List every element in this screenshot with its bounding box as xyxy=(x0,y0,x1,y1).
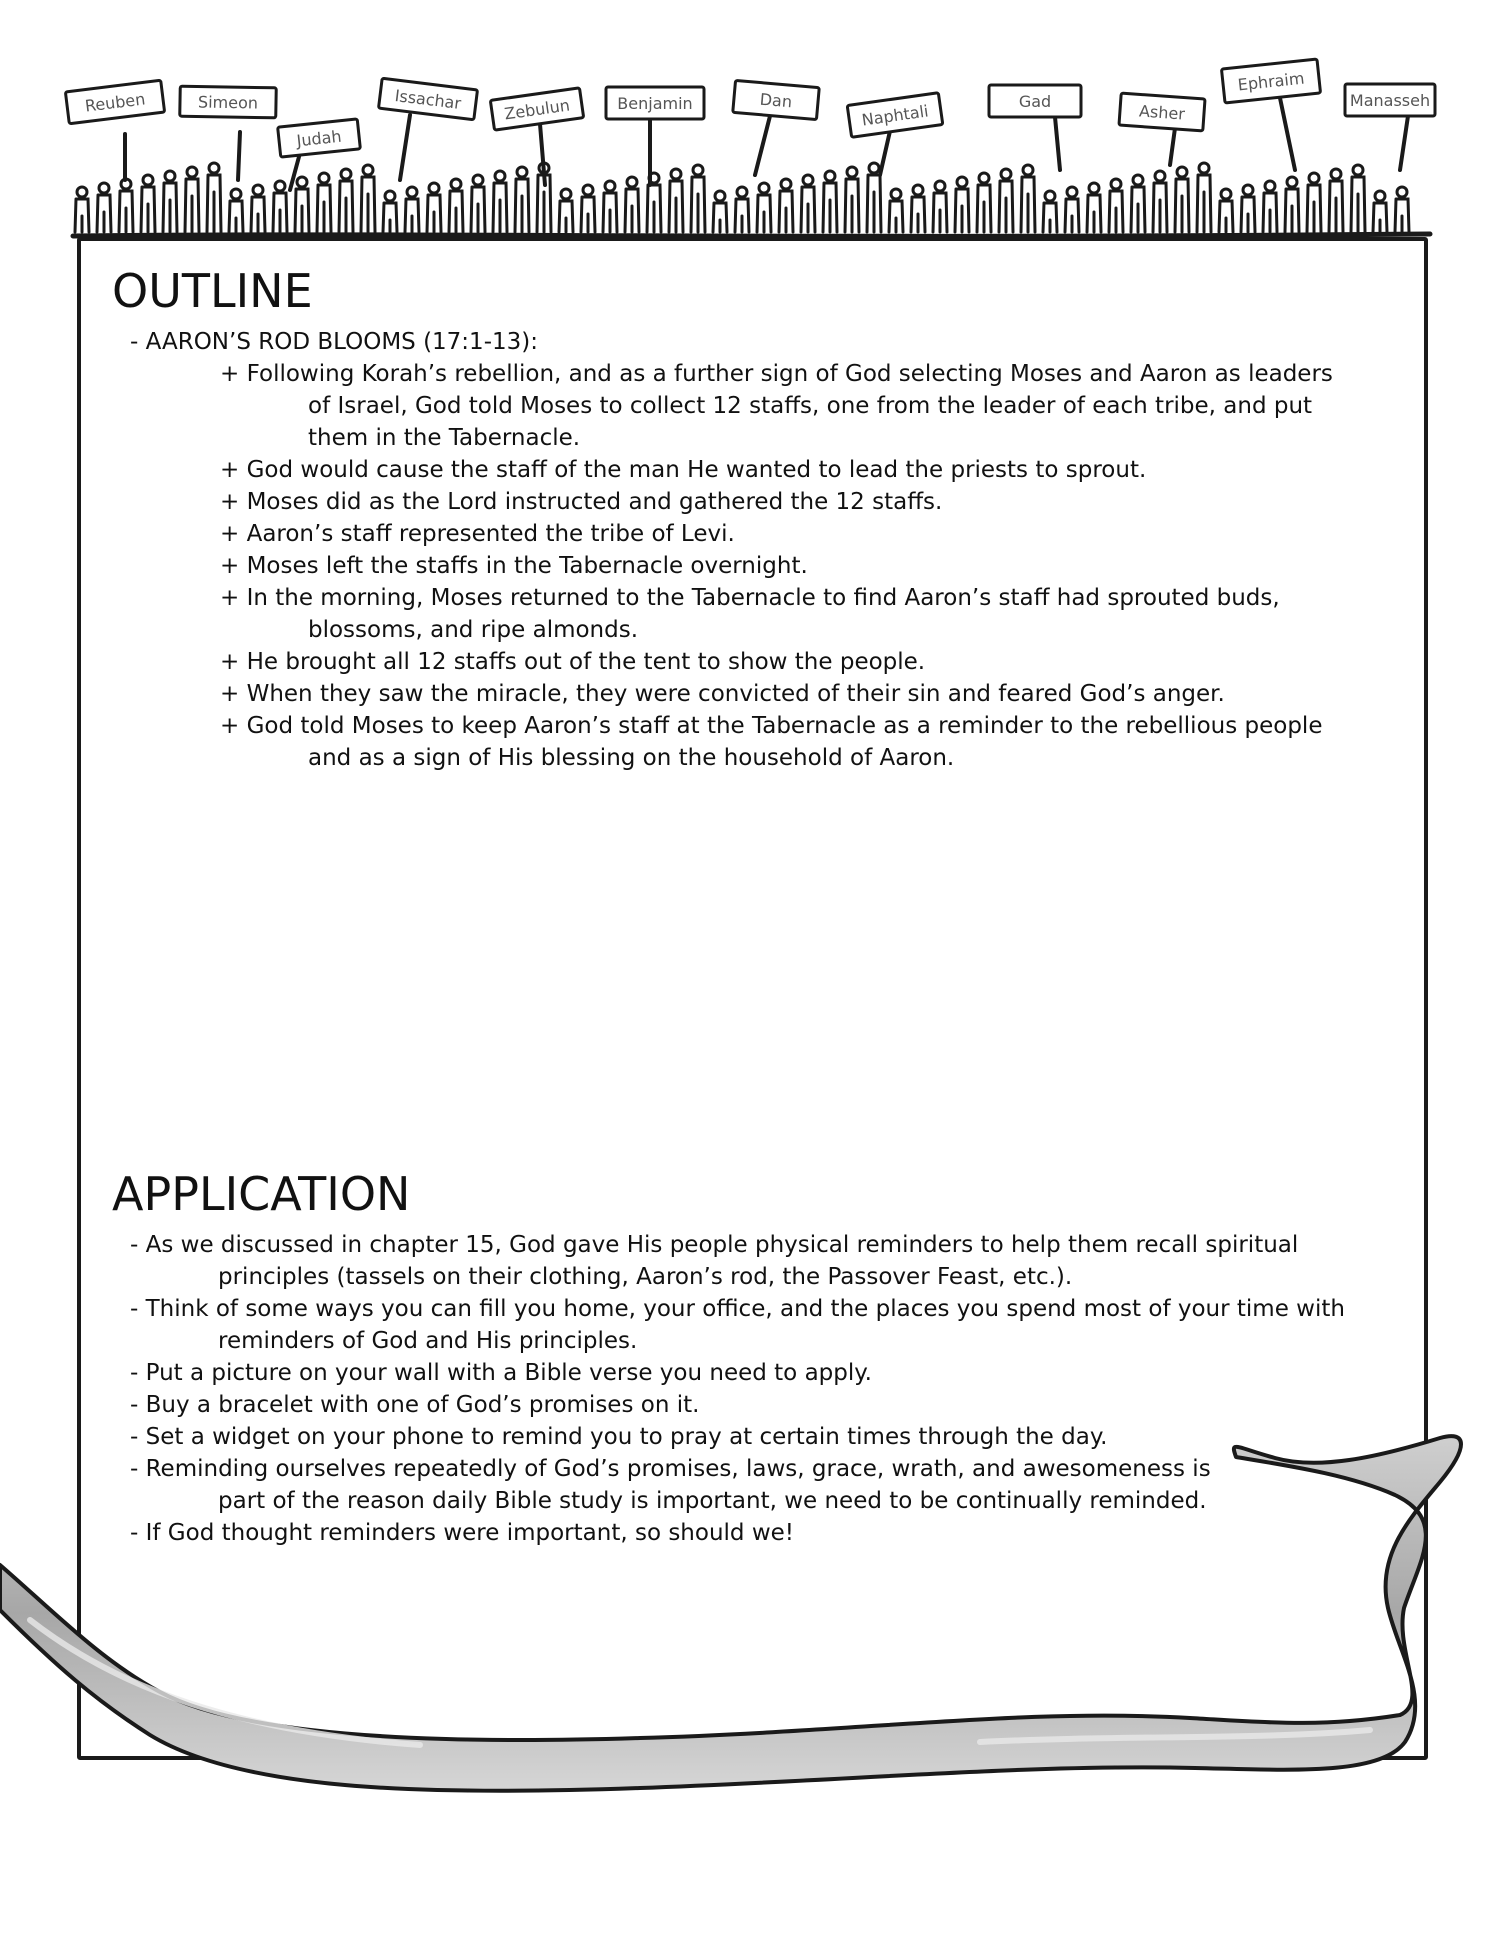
person-figure xyxy=(691,165,705,232)
tribe-sign xyxy=(606,87,704,185)
person-figure xyxy=(185,167,199,232)
person-figure xyxy=(295,177,309,232)
person-figure xyxy=(603,181,617,232)
person-figure xyxy=(361,165,375,232)
outline-body xyxy=(130,326,1422,774)
outline-line: + Following Korah’s rebellion, and as a further sign of God selecting Moses and Aaron as leaders xyxy=(220,361,1333,387)
application-list xyxy=(130,1229,1422,1549)
person-figure xyxy=(1285,177,1299,232)
person-figure xyxy=(1373,191,1387,232)
application-line: - Put a picture on your wall with a Bible verse you need to apply. xyxy=(130,1360,872,1386)
person-figure xyxy=(207,163,221,232)
outline-line: + Aaron’s staff represented the tribe of Levi. xyxy=(220,521,735,547)
person-figure xyxy=(801,175,815,232)
tribe-sign xyxy=(847,93,943,175)
person-figure xyxy=(515,167,529,232)
tribe-name-label: Zebulun xyxy=(503,95,571,124)
person-figure xyxy=(735,187,749,232)
person-figure xyxy=(317,173,331,232)
person-figure xyxy=(1109,179,1123,232)
person-figure xyxy=(581,185,595,232)
outline-line: + Moses did as the Lord instructed and gathered the 12 staffs. xyxy=(220,489,943,515)
outline-line: + God would cause the staff of the man He wanted to lead the priests to sprout. xyxy=(220,457,1147,483)
tribe-name-label: Simeon xyxy=(197,92,259,113)
person-figure xyxy=(911,185,925,232)
outline-line: + When they saw the miracle, they were convicted of their sin and feared God’s anger. xyxy=(220,681,1225,707)
tribe-sign xyxy=(1221,59,1320,170)
person-figure xyxy=(1131,175,1145,232)
tribe-name-label: Issachar xyxy=(393,86,463,113)
person-figure xyxy=(1263,181,1277,232)
tribe-sign xyxy=(733,80,819,175)
person-figure xyxy=(625,177,639,232)
person-figure xyxy=(119,179,133,232)
application-line: principles (tassels on their clothing, Aaron’s rod, the Passover Feast, etc.). xyxy=(218,1264,1073,1290)
person-figure xyxy=(845,167,859,232)
outline-heading: OUTLINE xyxy=(112,264,313,318)
person-figure xyxy=(999,169,1013,232)
person-figure xyxy=(405,187,419,232)
tribe-name-label: Naphtali xyxy=(860,101,930,130)
person-figure xyxy=(889,189,903,232)
outline-line: blossoms, and ripe almonds. xyxy=(308,617,639,643)
person-figure xyxy=(383,191,397,232)
person-figure xyxy=(1219,189,1233,232)
outline-line: of Israel, God told Moses to collect 12 staffs, one from the leader of each tribe, and put xyxy=(308,393,1313,419)
outline-list xyxy=(130,358,1422,774)
outline-line: them in the Tabernacle. xyxy=(308,425,581,451)
tribe-name-label: Gad xyxy=(1018,92,1052,111)
tribe-sign xyxy=(989,85,1081,170)
person-figure xyxy=(1043,191,1057,232)
application-line: - Think of some ways you can fill you home, your office, and the places you spend most of your time with xyxy=(130,1296,1345,1322)
tribe-sign xyxy=(65,80,164,180)
person-figure xyxy=(1307,173,1321,232)
application-line: part of the reason daily Bible study is important, we need to be continually reminded. xyxy=(218,1488,1207,1514)
person-figure xyxy=(1175,167,1189,232)
tribe-name-label: Dan xyxy=(759,89,793,112)
outline-line: + He brought all 12 staffs out of the tent to show the people. xyxy=(220,649,926,675)
outline-line: + Moses left the staffs in the Tabernacle overnight. xyxy=(220,553,808,579)
person-figure xyxy=(1153,171,1167,232)
person-figure xyxy=(75,187,89,232)
person-figure xyxy=(669,169,683,232)
application-line: - As we discussed in chapter 15, God gave His people physical reminders to help them recall spiritual xyxy=(130,1232,1299,1258)
person-figure xyxy=(229,189,243,232)
person-figure xyxy=(823,171,837,232)
tribe-sign xyxy=(1345,84,1435,170)
person-figure xyxy=(251,185,265,232)
person-figure xyxy=(559,189,573,232)
person-figure xyxy=(1021,165,1035,232)
person-figure xyxy=(955,177,969,232)
tribe-sign xyxy=(379,78,478,180)
outline-line: + God told Moses to keep Aaron’s staff at the Tabernacle as a reminder to the rebellious people xyxy=(220,713,1323,739)
tribe-name-label: Judah xyxy=(295,126,343,151)
outline-line: and as a sign of His blessing on the household of Aaron. xyxy=(308,745,955,771)
person-figure xyxy=(449,179,463,232)
application-line: - Reminding ourselves repeatedly of God’s promises, laws, grace, wrath, and awesomeness is xyxy=(130,1456,1211,1482)
person-figure xyxy=(163,171,177,232)
application-line: reminders of God and His principles. xyxy=(218,1328,638,1354)
application-heading: APPLICATION xyxy=(112,1167,411,1221)
person-figure xyxy=(427,183,441,232)
tribe-name-label: Benjamin xyxy=(617,94,693,113)
tribe-name-label: Asher xyxy=(1138,101,1186,124)
person-figure xyxy=(757,183,771,232)
tribe-name-label: Ephraim xyxy=(1236,68,1306,95)
person-figure xyxy=(493,171,507,232)
person-figure xyxy=(97,183,111,232)
tribe-sign xyxy=(490,88,583,185)
outline-line: + In the morning, Moses returned to the Tabernacle to find Aaron’s staff had sprouted buds, xyxy=(220,585,1280,611)
person-figure xyxy=(1197,163,1211,232)
person-figure xyxy=(339,169,353,232)
person-figure xyxy=(1065,187,1079,232)
person-figure xyxy=(141,175,155,232)
ground-line xyxy=(73,234,1430,236)
application-line: - Buy a bracelet with one of God’s promises on it. xyxy=(130,1392,700,1418)
person-figure xyxy=(713,191,727,232)
person-figure xyxy=(977,173,991,232)
tribe-banner-illustration xyxy=(0,0,1500,250)
person-figure xyxy=(1351,165,1365,232)
outline-section-header: - AARON’S ROD BLOOMS (17:1-13): xyxy=(130,329,538,355)
tribe-name-label: Reuben xyxy=(83,89,147,116)
person-figure xyxy=(779,179,793,232)
person-figure xyxy=(1395,187,1409,232)
crowd-figures xyxy=(75,163,1409,232)
person-figure xyxy=(933,181,947,232)
application-line: - If God thought reminders were important, so should we! xyxy=(130,1520,795,1546)
person-figure xyxy=(1087,183,1101,232)
tribe-name-label: Manasseh xyxy=(1349,91,1431,110)
person-figure xyxy=(1241,185,1255,232)
tribe-sign xyxy=(1119,93,1205,165)
person-figure xyxy=(471,175,485,232)
application-line: - Set a widget on your phone to remind you to pray at certain times through the day. xyxy=(130,1424,1108,1450)
person-figure xyxy=(1329,169,1343,232)
application-body xyxy=(130,1229,1422,1549)
person-figure xyxy=(273,181,287,232)
